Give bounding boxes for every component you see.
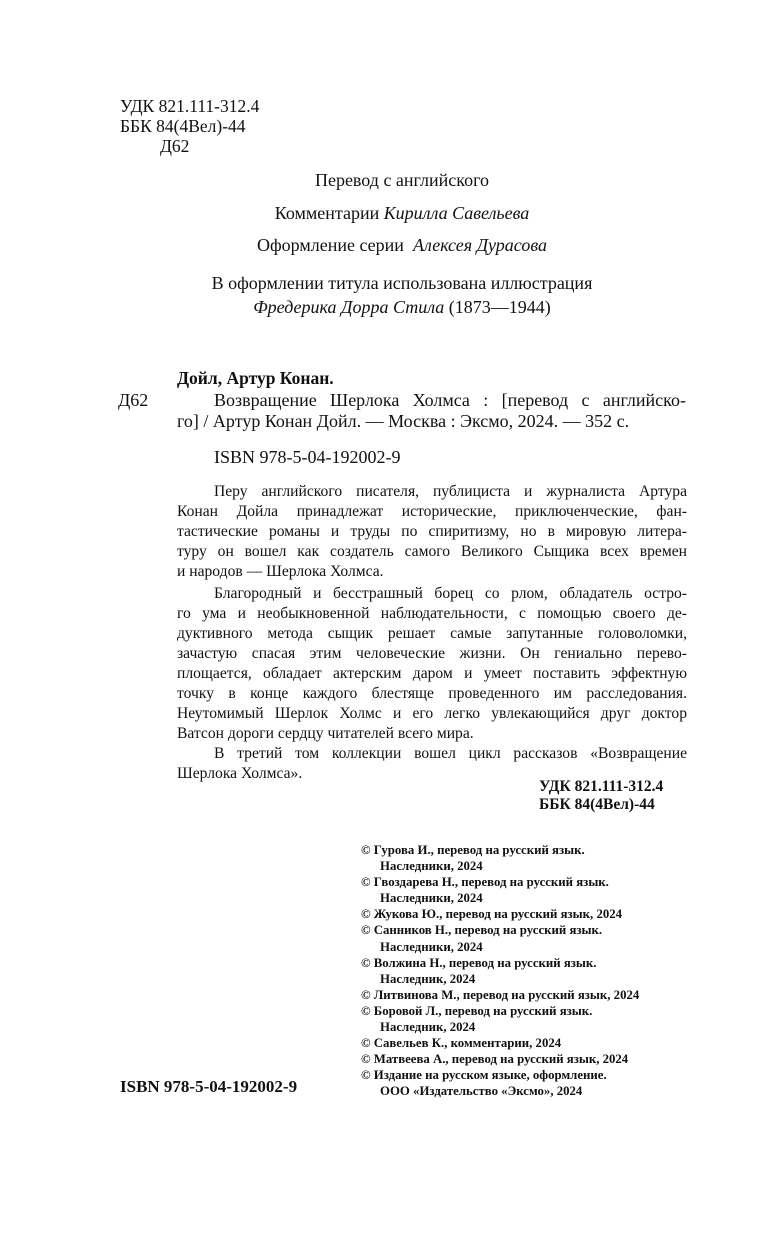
copyright-continuation: Наследники, 2024 [380,939,483,954]
bbk-bottom: ББК 84(4Вел)-44 [539,796,655,813]
annotation-line: Конан Дойла принадлежат исторические, приключенческие, фан- [177,503,687,520]
annotation-line: Благородный и бесстрашный борец со рлом, обладатель остро- [214,585,687,602]
annotation-line: площается, обладает актерским даром и умеет поставить эффектную [177,665,687,682]
annotation-line: тастические романы и труды по спиритизму, но в мировую литера- [177,523,687,540]
annotation-line: Ватсон дороги сердцу читателей всего мира. [177,725,474,742]
bib-title-line2: го] / Артур Конан Дойл. — Москва : Эксмо, 2024. — 352 с. [177,411,630,431]
illustration-years: (1873—1944) [448,297,551,317]
annotation-paragraph-1 [177,482,687,582]
annotation-line: Шерлока Холмса». [177,765,303,782]
annotation-line: и народов — Шерлока Холмса. [177,563,384,580]
illustration-name: Фредерика Дорра Стила [253,297,445,317]
annotation-line: В третий том коллекции вошел цикл рассказов «Возвращение [214,745,687,762]
bbk-header: ББК 84(4Вел)-44 [120,116,246,136]
copyright-continuation: Наследники, 2024 [380,891,483,906]
comments-name: Кирилла Савельева [383,203,530,223]
copyright-line: © Гурова И., перевод на русский язык. [361,843,585,857]
annotation-line: зачастую спасая этим человеческие жизни. Он гениально перево- [177,645,687,662]
bib-mark: Д62 [118,390,149,410]
design-name: Алексея Дурасова [412,235,548,255]
annotation-line: дуктивного метода сыщик решает самые запутанные головоломки, [177,625,687,642]
design-credit [0,235,768,256]
annotation-line: Неутомимый Шерлок Холмс и его легко увлекающийся друг доктор [177,705,687,722]
annotation-line: го ума и необыкновенной наблюдательности, с помощью своего де- [177,605,687,622]
isbn-bottom: ISBN 978-5-04-192002-9 [120,1077,298,1096]
design-prefix: Оформление серии [256,235,404,255]
copyright-line: © Волжина Н., перевод на русский язык. [361,955,597,970]
copyright-line: © Жукова Ю., перевод на русский язык, 2024 [361,907,623,922]
bib-isbn: ISBN 978-5-04-192002-9 [214,447,401,467]
copyright-continuation: Наследник, 2024 [380,1020,476,1035]
translation-credit: Перевод с английского [314,170,490,190]
copyright-block [361,842,639,1100]
annotation-paragraph-2 [177,584,687,744]
udk-bottom: УДК 821.111-312.4 [539,778,664,795]
illustration-credit-line2 [0,297,768,318]
bib-author: Дойл, Артур Конан. [177,368,334,388]
copyright-line: © Савельев К., комментарии, 2024 [361,1036,562,1051]
annotation-line: Перу английского писателя, публициста и журналиста Артура [214,483,687,500]
comments-credit [0,203,768,224]
author-mark-header: Д62 [160,136,190,156]
copyright-line: © Санников Н., перевод на русский язык. [361,923,603,938]
copyright-line: © Литвинова М., перевод на русский язык, 2024 [361,987,640,1002]
comments-prefix: Комментарии [274,203,380,223]
copyright-continuation: ООО «Издательство «Эксмо», 2024 [380,1084,583,1099]
copyright-continuation: Наследник, 2024 [380,971,476,986]
annotation-line: туру он вошел как создатель самого Великого Сыщика всех времен [177,543,687,560]
illustration-credit-line1: В оформлении титула использована иллюстрация [211,273,593,293]
annotation-line: точку в конце каждого блестяще проведенного им расследования. [177,685,687,702]
copyright-line: © Боровой Л., перевод на русский язык. [361,1003,593,1018]
copyright-line: © Гвоздарева Н., перевод на русский язык. [361,875,609,890]
udk-header: УДК 821.111-312.4 [120,96,260,116]
copyright-line: © Матвеева А., перевод на русский язык, 2024 [361,1052,629,1067]
copyright-continuation: Наследники, 2024 [380,859,483,874]
bib-title-line1: Возвращение Шерлока Холмса : [перевод с английско- [214,390,686,410]
copyright-line: © Издание на русском языке, оформление. [361,1068,607,1083]
